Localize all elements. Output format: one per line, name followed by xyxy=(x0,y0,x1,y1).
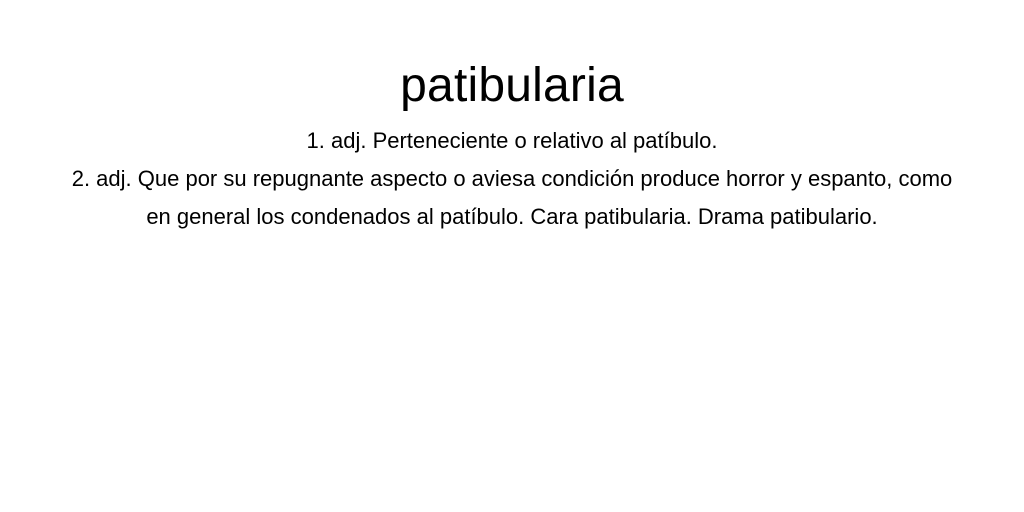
entry-word: patibularia xyxy=(400,59,624,112)
definition-list xyxy=(64,122,960,236)
definition-2: 2. adj. Que por su repugnante aspecto o aviesa condición produce horror y espanto, como en general los condenados al patíbulo. Cara patibularia. Drama patibulario. xyxy=(71,166,953,229)
definition-1: 1. adj. Perteneciente o relativo al patíbulo. xyxy=(306,128,718,153)
